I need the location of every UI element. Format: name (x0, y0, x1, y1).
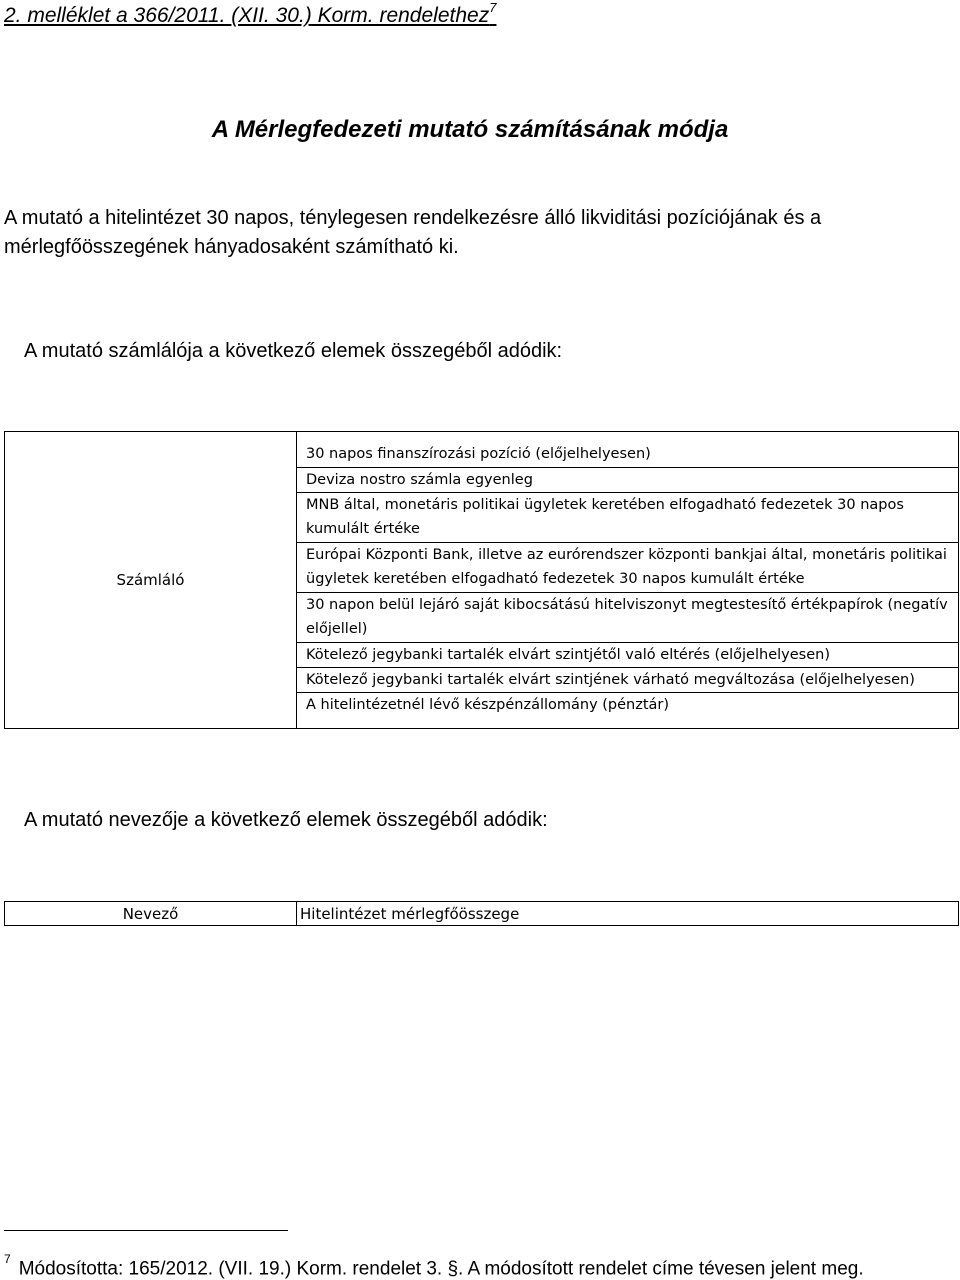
footnote (4, 1252, 864, 1280)
document-title: A Mérlegfedezeti mutató számításának módja (211, 116, 729, 143)
list-item: Kötelező jegybanki tartalék elvárt szintjének várható megváltozása (előjelhelyesen) (297, 668, 958, 693)
denominator-heading: A mutató nevezője a következő elemek összegéből adódik: (24, 809, 548, 831)
numerator-items-cell (297, 432, 959, 729)
annex-header-text: 2. melléklet a 366/2011. (XII. 30.) Korm. rendelethez (4, 4, 490, 27)
table-row (5, 432, 959, 729)
list-item: MNB által, monetáris politikai ügyletek keretében elfogadható fedezetek 30 napos kumulált értéke (297, 493, 958, 543)
footnote-text: Módosította: 165/2012. (VII. 19.) Korm. rendelet 3. §. A módosított rendelet címe tévesen jelent meg. (18, 1258, 864, 1280)
list-item: Deviza nostro számla egyenleg (297, 468, 958, 493)
list-item: 30 napon belül lejáró saját kibocsátású hitelviszonyt megtestesítő értékpapírok (negatív előjellel) (297, 593, 958, 643)
table-row (5, 902, 959, 926)
denominator-table (4, 901, 959, 926)
numerator-table (4, 431, 959, 729)
denominator-value: Hitelintézet mérlegfőösszege (297, 902, 959, 926)
annex-header (4, 2, 496, 28)
denominator-label: Nevező (5, 902, 297, 926)
list-item: Európai Központi Bank, illetve az eurórendszer központi bankjai által, monetáris politikai ügyletek keretében elfogadható fedezetek 30 napos kumulált értéke (297, 543, 958, 593)
numerator-label: Számláló (5, 432, 297, 729)
list-item: 30 napos finanszírozási pozíció (előjelhelyesen) (297, 442, 958, 467)
intro-paragraph: A mutató a hitelintézet 30 napos, ténylegesen rendelkezésre álló likviditási pozíciójának és a mérlegfőösszegének hányadosaként számítható ki. (4, 207, 822, 258)
list-item: Kötelező jegybanki tartalék elvárt szintjétől való eltérés (előjelhelyesen) (297, 643, 958, 668)
footnote-ref[interactable]: 7 (489, 0, 497, 15)
footnote-divider (4, 1230, 288, 1231)
list-item: A hitelintézetnél lévő készpénzállomány (pénztár) (306, 697, 670, 714)
numerator-heading: A mutató számlálója a következő elemek összegéből adódik: (24, 340, 563, 362)
footnote-number: 7 (4, 1252, 11, 1266)
